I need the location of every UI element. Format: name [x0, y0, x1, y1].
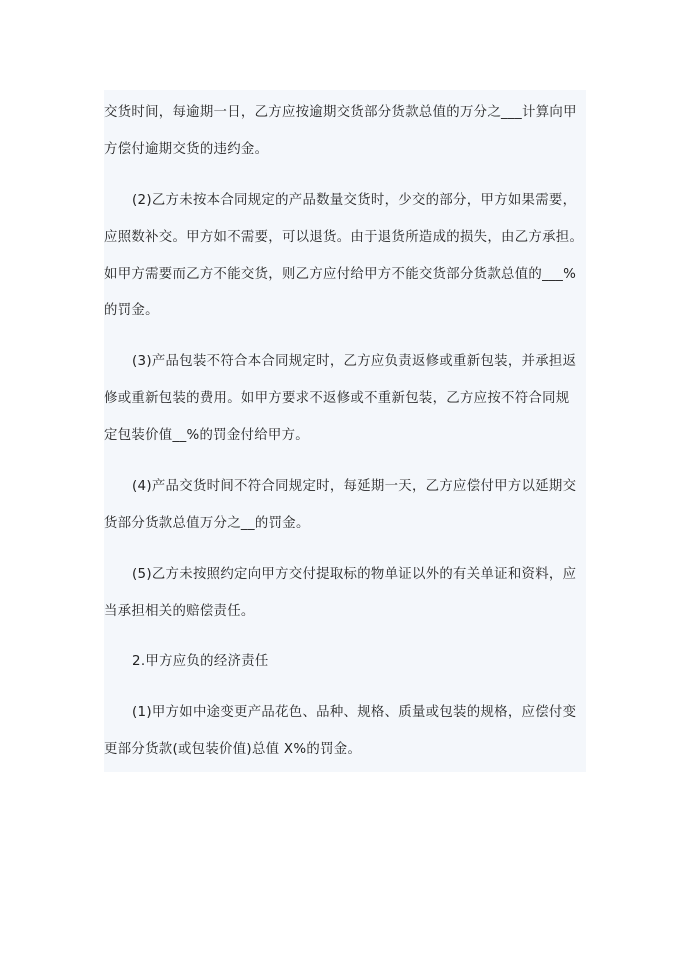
paragraph-4-start: (4)产品交货时间不符合同规定时，每延期一天，乙方应偿付甲方以延期交 [132, 479, 577, 494]
paragraph-2-start: (2)乙方未按本合同规定的产品数量交货时，少交的部分，甲方如果需要， [132, 193, 577, 208]
section-heading: 2.甲方应负的经济责任 [132, 654, 269, 669]
text-line: 更部分货款(或包装价值)总值 X%的罚金。 [104, 742, 362, 757]
paragraph-3-start: (3)产品包装不符合本合同规定时，乙方应负责返修或重新包装，并承担返 [132, 354, 577, 369]
paragraph-5-start: (5)乙方未按照约定向甲方交付提取标的物单证以外的有关单证和资料，应 [132, 567, 577, 582]
text-line: 应照数补交。甲方如不需要，可以退货。由于退货所造成的损失，由乙方承担。 [104, 230, 584, 245]
text-line: 如甲方需要而乙方不能交货，则乙方应付给甲方不能交货部分货款总值的___% [104, 267, 577, 282]
paragraph-6-start: (1)甲方如中途变更产品花色、品种、规格、质量或包装的规格，应偿付变 [132, 705, 577, 720]
text-line: 方偿付逾期交货的违约金。 [104, 142, 269, 157]
text-line: 修或重新包装的费用。如甲方要求不返修或不重新包装，乙方应按不符合同规 [104, 391, 570, 406]
text-line: 交货时间，每逾期一日，乙方应按逾期交货部分货款总值的万分之___计算向甲 [104, 105, 577, 120]
text-line: 定包装价值__%的罚金付给甲方。 [104, 428, 309, 443]
text-line: 当承担相关的赔偿责任。 [104, 604, 255, 619]
text-line: 货部分货款总值万分之__的罚金。 [104, 516, 310, 531]
text-line: 的罚金。 [104, 303, 159, 318]
